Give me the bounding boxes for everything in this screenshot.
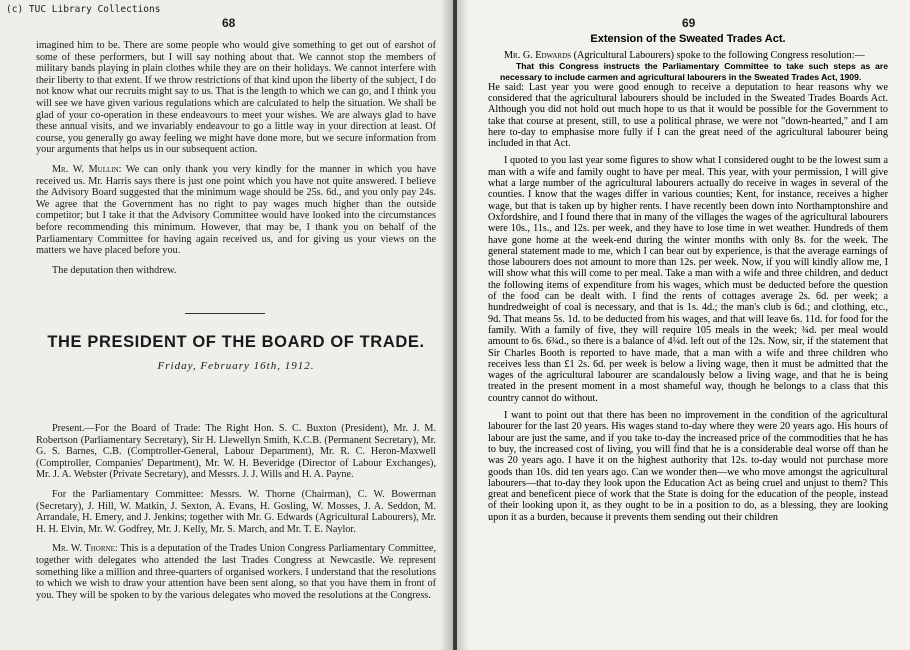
mullin-speaker: Mr. W. Mullin: [52, 163, 119, 175]
present-paragraph: Present.—For the Board of Trade: The Right Hon. S. C. Buxton (President), Mr. J. M. Robertson (Parliamentary Secretary), Sir H. Llewellyn Smith, K.C.B. (Permanent Secretary), Mr. G. S. Barnes, C.B. (Comptroller-General, Labour Department), Mr. R. C. Heron-Maxwell (Comptroller, Companies' Department), Mr. W. H. Beveridge (Director of Labour Exchanges), Mr. J. A. Webster (Private Secretary), and Messrs. J. J. Wills and H. A. Payne.: [36, 423, 436, 481]
edwards-intro: [488, 50, 888, 61]
edwards-speaker: Mr. G. Edwards: [504, 50, 572, 61]
thorne-paragraph: [36, 543, 436, 601]
continued-paragraph: imagined him to be. There are some people who would give something to get out of earshot of some of these performers, but I will say nothing about that. We cannot stop the members of military bands playing in plain clothes while they are on their holidays. We cannot interfere with their liberty to that extent. If we throw restrictions of that kind upon the liberty of the subject, I do not know what our recruits might say to us. That is the length to which we can go, and I think you will see we have given various regulations which are calculated to help the situation. We shall be glad of your co-operation in these endeavours to meet your wishes. We are always glad to have these annual visits, and we invariably endeavour to go a little way in your direction at least. Of course, you generally go away feeling we might have done more, but we secure information from your arguments that helps us in our subsequent action.: [36, 40, 436, 156]
left-page-number: 68: [222, 16, 236, 30]
mullin-text: : We can only thank you very kindly for the manner in which you have received us. Mr. Harris says there is just one point which you have not quite answered. I believe the Advisory Board suggested that the minimum wage should be 25s. 6d., and you only pay 24s. We agree that the Government has no right to pay wages much higher than the outside competitor; but I take it that the Advisory Committee would have looked into the circumstances before recommending this minimum. However, that may be, I thank you on behalf of the Parliamentary Committee for having again received us, and for giving us your views on the matters we have placed before you.: [36, 163, 436, 257]
left-body-bottom: [36, 423, 436, 601]
right-page-number: 69: [682, 16, 696, 30]
section-title: THE PRESIDENT OF THE BOARD OF TRADE.: [47, 333, 425, 351]
section-date: Friday, February 16th, 1912.: [157, 360, 315, 372]
wages-paragraph: I quoted to you last year some figures to show what I considered ought to be the lowest sum a man with a wife and family ought to have per meal. This year, with your permission, I will give what a large number of the agricultural labourers actually do receive in wages in several of the counties. I know that the wages differ in various counties; Kent, for instance, receives a higher wage, but that is taken up by higher rents. I have recently been down into Northamptonshire and Oxfordshire, and I found there that in many of the villages the wages of the agricultural labourers were 10s., 11s., and 12s. per week, and they have to lose time in wet weather. Hundreds of them have gone home at the week-end during the winter months with only 8s. for the week. The general statement made to me, which I can bear out by experience, is that the average earnings of those labourers does not amount to more than 12s. per week. Now, if you will kindly allow me, I will show what this will come to per meal. Take a man with a wife and three children, and deduct the following items of expenditure from his wages, which must be deducted before the question of the food can be dealt with. I find the rents of cottages average 2s. 6d. per week; a hundredweight of coal is necessary, and that is 1s. 4d.; the man's club is 6d.; and clothing, etc., 9d. That means 5s. 1d. to be deducted from his wages, and that will leave 6s. 11d. for food for the family. With a family of five, they will require 105 meals in the week; ¾d. per meal would amount to 6s. 6¾d., so there is a balance of 4¼d. left out of the 12s. Now, sir, if the statement that Sir Charles Booth is reported to have made, that a man with a wife and three children who receives less than £1 2s. 6d. per week is below a living wage, then it must be admitted that the wages of the agricultural labourer are scandalously below a living wage, and that he is being treated in the present moment in a most shameful way, though he belongs to a class that this country cannot do without.: [488, 155, 888, 404]
thorne-speaker: Mr. W. Thorne: [52, 543, 115, 555]
right-body: [488, 50, 888, 523]
section-rule: [185, 313, 265, 314]
right-section-title: Extension of the Sweated Trades Act.: [590, 33, 786, 45]
withdrew-line: The deputation then withdrew.: [52, 264, 177, 276]
watermark: (c) TUC Library Collections: [6, 4, 161, 15]
gutter-shadow-left: [440, 0, 453, 650]
thorne-text: : This is a deputation of the Trades Union Congress Parliamentary Committee, together with delegates who attended the last Trades Congress at Newcastle. We represent something like a million and three-quarters of organised workers. I understand that the resolutions to which we wish to draw your attention have been sent along, so that you have them in front of you. They will be spoken to by the various delegates who moved the resolutions at the Congress.: [36, 543, 436, 601]
he-said-paragraph: He said: Last year you were good enough to receive a deputation to hear reasons why we considered that the agricultural labourers should be included in the Sweated Trades Boards Act. Although you did not hold out much hope to us that it would be possible for the Government to take that course at present, still, to use a political phrase, we were not "down-hearted," and I am here to-day to emphasise more fully if I can the great need of the agricultural labourer being included in that Act.: [488, 81, 888, 150]
edwards-intro-text: (Agricultural Labourers) spoke to the following Congress resolution:—: [571, 50, 865, 61]
improvement-paragraph: I want to point out that there has been no improvement in the condition of the agricultural labourer for the last 20 years. His wages stand to-day where they were 20 years ago. His hours of labour are just the same, and if you take to-day the increased price of the commodities that he has to buy, the increased cost of living, you will find that he is a considerable deal worse off than he was 20 years ago. I have it on the highest authority that 12s. to-day would not purchase more goods than 10s. did ten years ago. Can we wonder then—we who move amongst the agricultural labourers—that to-day they look upon the Education Act as being cruel and unjust to them? This great and beneficent piece of work that the State is doing for the education of the people, instead of their looking upon it, as they ought to be in a position to do, as a blessing, they are looking upon it as a burden, because it prevents them sending out their children: [488, 410, 888, 523]
congress-resolution: That this Congress instructs the Parliamentary Committee to take such steps as are necessary to include carmen and agricultural labourers in the Sweated Trades Act, 1909.: [500, 61, 888, 82]
gutter-shadow-right: [457, 0, 469, 650]
committee-paragraph: For the Parliamentary Committee: Messrs. W. Thorne (Chairman), C. W. Bowerman (Secretary), J. Hill, W. Matkin, J. Sexton, A. Evans, H. Gosling, W. Mosses, J. A. Seddon, M. Arrandale, H. Emery, and J. Jenkins; together with Mr. G. Edwards (Agricultural Labourers), Mr. H. H. Elvin, Mr. W. Godfrey, Mr. J. Kelly, Mr. S. March, and Mr. T. E. Naylor.: [36, 488, 436, 535]
left-page: [0, 0, 453, 650]
mullin-paragraph: [36, 164, 436, 257]
left-body-top: [36, 40, 436, 276]
